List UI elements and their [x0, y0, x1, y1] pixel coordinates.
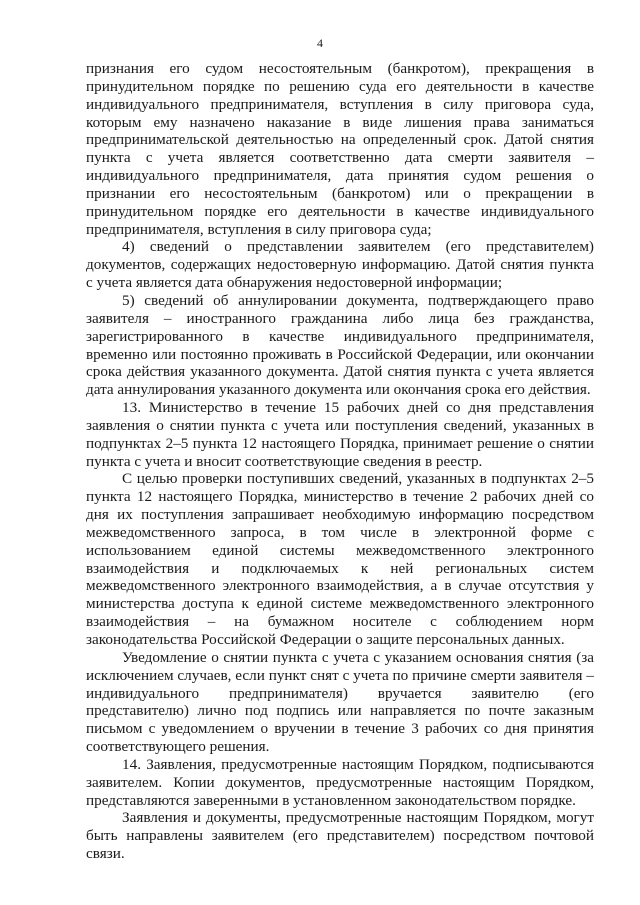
paragraph-postal: Заявления и документы, предусмотренные настоящим Порядком, могут быть направлены заявителем (его представителем) посредством почтовой связи.: [86, 809, 594, 863]
paragraph-continuation: признания его судом несостоятельным (банкротом), прекращения в принудительном порядке по решению суда его деятельности в качестве индивидуального предпринимателя, вступления в силу приговора суда, которым ему назначено наказание в виде лишения права заниматься предпринимательской деятельностью на определенный срок. Датой снятия пункта с учета является соответственно дата смерти заявителя – индивидуального предпринимателя, дата принятия судом решения о признании его несостоятельным (банкротом) или о прекращении в принудительном порядке его деятельности в качестве индивидуального предпринимателя, вступления в силу приговора суда;: [86, 60, 594, 238]
document-body: [86, 60, 594, 863]
paragraph-item-4: 4) сведений о представлении заявителем (его представителем) документов, содержащих недостоверную информацию. Датой снятия пункта с учета является дата обнаружения недостоверной информации;: [86, 238, 594, 292]
paragraph-clause-13: 13. Министерство в течение 15 рабочих дней со дня представления заявления о снятии пункта с учета или поступления сведений, указанных в подпунктах 2–5 пункта 12 настоящего Порядка, принимает решение о снятии пункта с учета и вносит соответствующие сведения в реестр.: [86, 399, 594, 470]
paragraph-verification: С целью проверки поступивших сведений, указанных в подпунктах 2–5 пункта 12 настоящего Порядка, министерство в течение 2 рабочих дней со дня их поступления запрашивает необходимую информацию посредством межведомственного запроса, в том числе в электронной форме с использованием единой системы межведомственного электронного взаимодействия и подключаемых к ней региональных систем межведомственного электронного взаимодействия, а в случае отсутствия у министерства доступа к единой системе межведомственного электронного взаимодействия – на бумажном носителе с соблюдением норм законодательства Российской Федерации о защите персональных данных.: [86, 470, 594, 648]
page-number: 4: [317, 36, 323, 50]
paragraph-clause-14: 14. Заявления, предусмотренные настоящим Порядком, подписываются заявителем. Копии документов, предусмотренные настоящим Порядком, представляются заверенными в установленном законодательством порядке.: [86, 755, 594, 809]
paragraph-notification: Уведомление о снятии пункта с учета с указанием основания снятия (за исключением случаев, если пункт снят с учета по причине смерти заявителя – индивидуального предпринимателя) вручается заявителю (его представителю) лично под подпись или направляется по почте заказным письмом с уведомлением о вручении в течение 3 рабочих со дня принятия соответствующего решения.: [86, 648, 594, 756]
paragraph-item-5: 5) сведений об аннулировании документа, подтверждающего право заявителя – иностранного гражданина либо лица без гражданства, зарегистрированного в качестве индивидуального предпринимателя, временно или постоянно проживать в Российской Федерации, или окончании срока действия указанного документа. Датой снятия пункта с учета является дата аннулирования указанного документа или окончания срока его действия.: [86, 291, 594, 399]
